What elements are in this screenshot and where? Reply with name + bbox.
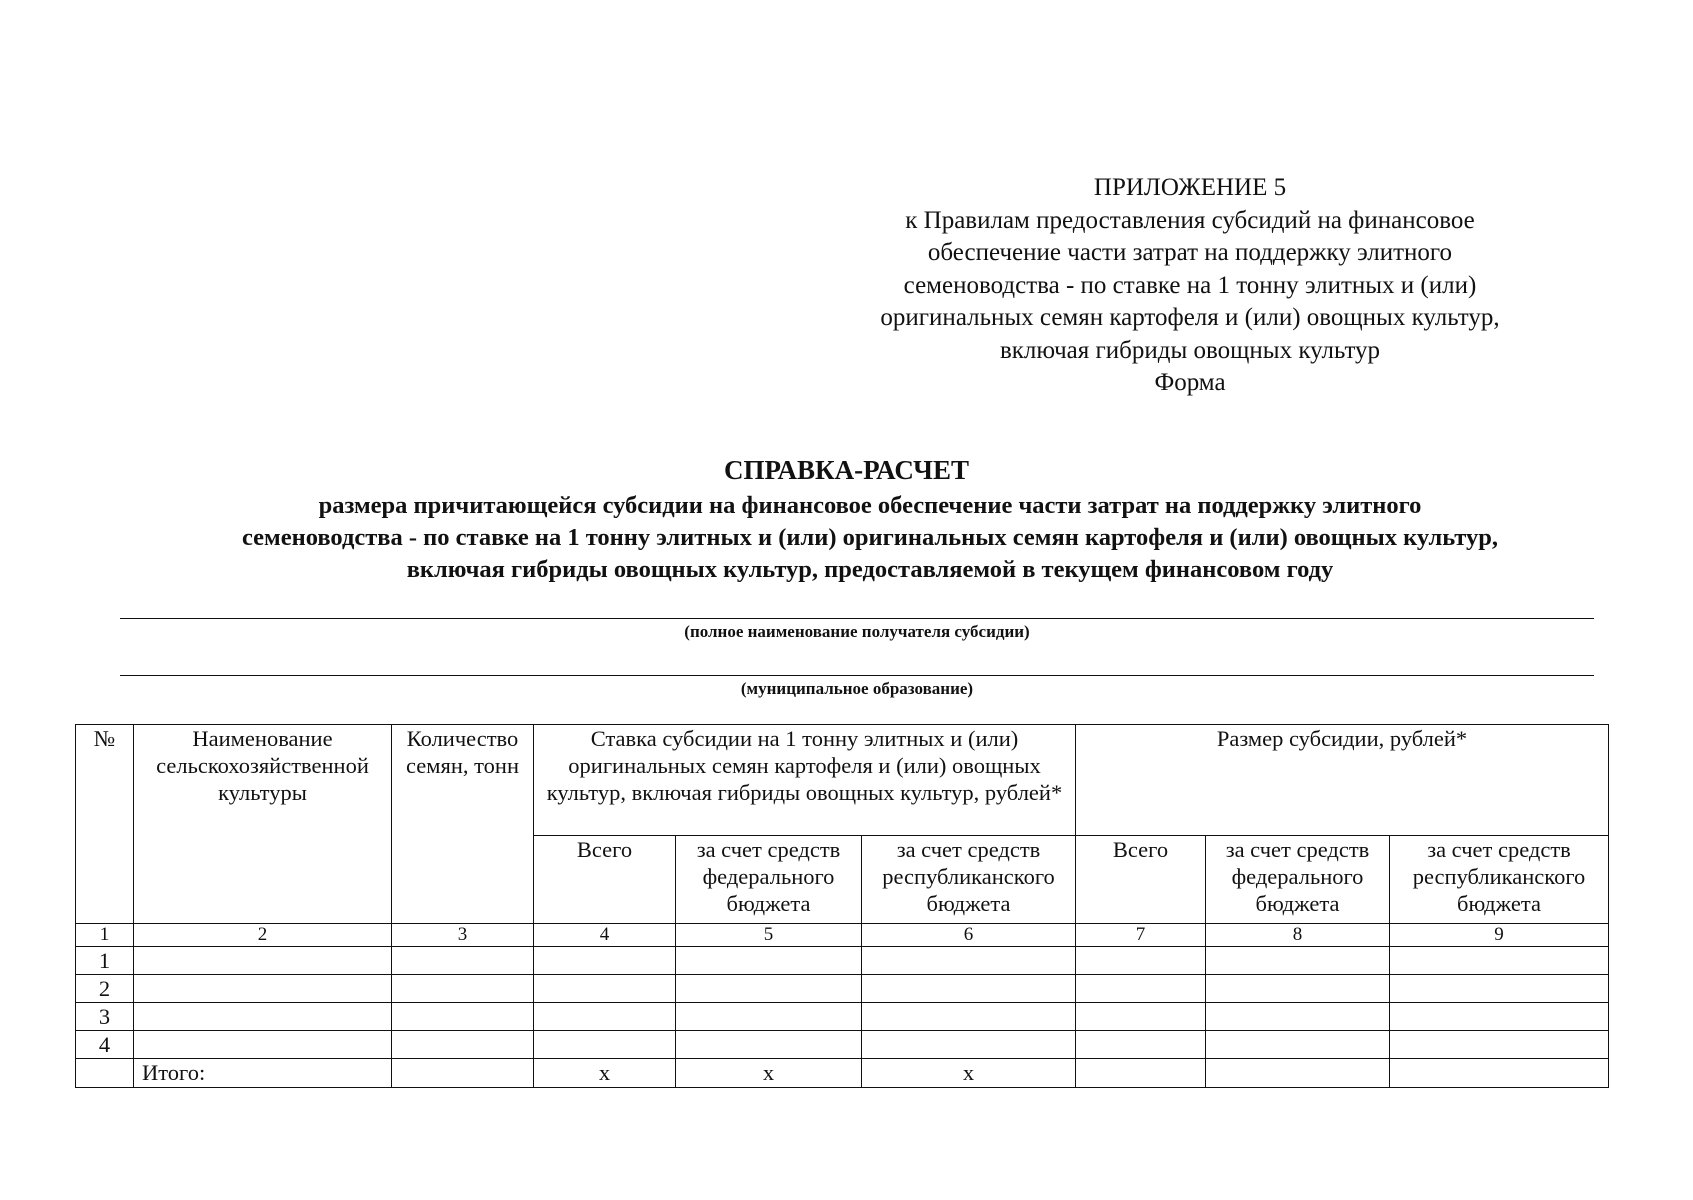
- rate-republic-cell[interactable]: [862, 947, 1076, 975]
- row-number: 3: [76, 1003, 134, 1031]
- rate-republic-cell[interactable]: [862, 975, 1076, 1003]
- amount-republic-cell[interactable]: [1390, 947, 1609, 975]
- appendix-line: обеспечение части затрат на поддержку элитного: [927, 239, 1453, 266]
- total-rate-mark: x: [534, 1059, 676, 1088]
- quantity-cell[interactable]: [392, 1031, 534, 1059]
- total-amount-republic-cell[interactable]: [1390, 1059, 1609, 1088]
- crop-cell[interactable]: [134, 947, 392, 975]
- crop-cell[interactable]: [134, 1031, 392, 1059]
- amount-federal-cell[interactable]: [1206, 975, 1390, 1003]
- table-row: [76, 1003, 1609, 1031]
- column-number: 6: [862, 924, 1076, 947]
- subtitle-line: семеноводства - по ставке на 1 тонну элитных и (или) оригинальных семян картофеля и (или) овощных культур,: [242, 524, 1498, 551]
- total-amount-federal-cell[interactable]: [1206, 1059, 1390, 1088]
- amount-total-cell[interactable]: [1076, 947, 1206, 975]
- header-rate-republic: за счет средств республиканского бюджета: [862, 836, 1076, 924]
- total-row: [76, 1059, 1609, 1088]
- total-amount-cell[interactable]: [1076, 1059, 1206, 1088]
- rate-federal-cell[interactable]: [676, 975, 862, 1003]
- header-amount-total: Всего: [1076, 836, 1206, 924]
- table-row: [76, 1031, 1609, 1059]
- rate-federal-cell[interactable]: [676, 947, 862, 975]
- document-title: СПРАВКА-РАСЧЕТ: [724, 455, 969, 485]
- appendix-line: включая гибриды овощных культур: [999, 336, 1381, 364]
- column-number: 1: [76, 924, 134, 947]
- column-number: 5: [676, 924, 862, 947]
- row-number: 2: [76, 975, 134, 1003]
- column-number: 7: [1076, 924, 1206, 947]
- subsidy-calculation-table: [75, 724, 1609, 1088]
- total-rate-mark: x: [862, 1059, 1076, 1088]
- total-rate-mark: x: [676, 1059, 862, 1088]
- rate-federal-cell[interactable]: [676, 1003, 862, 1031]
- header-seed-quantity: Количество семян, тонн: [392, 725, 534, 924]
- appendix-line: семеноводства - по ставке на 1 тонну элитных и (или): [903, 271, 1477, 299]
- appendix-heading: ПРИЛОЖЕНИЕ 5: [1093, 174, 1287, 201]
- rate-federal-cell[interactable]: [676, 1031, 862, 1059]
- header-rate-group: Ставка субсидии на 1 тонну элитных и (или) оригинальных семян картофеля и (или) овощных культур, включая гибриды овощных культур, рублей*: [534, 725, 1076, 836]
- amount-total-cell[interactable]: [1076, 1003, 1206, 1031]
- header-amount-republic: за счет средств республиканского бюджета: [1390, 836, 1609, 924]
- header-rate-federal: за счет средств федерального бюджета: [676, 836, 862, 924]
- rate-republic-cell[interactable]: [862, 1031, 1076, 1059]
- amount-republic-cell[interactable]: [1390, 975, 1609, 1003]
- table-row: [76, 975, 1609, 1003]
- amount-federal-cell[interactable]: [1206, 1003, 1390, 1031]
- column-number: 8: [1206, 924, 1390, 947]
- header-crop-name: Наименование сельскохозяйственной культуры: [134, 725, 392, 924]
- municipality-caption: (муниципальное образование): [740, 679, 974, 698]
- column-number: 3: [392, 924, 534, 947]
- column-number: 2: [134, 924, 392, 947]
- crop-cell[interactable]: [134, 1003, 392, 1031]
- column-number: 9: [1390, 924, 1609, 947]
- total-row-number: [76, 1059, 134, 1088]
- appendix-line: оригинальных семян картофеля и (или) овощных культур,: [880, 304, 1500, 331]
- header-number: №: [76, 725, 134, 924]
- municipality-fill-line[interactable]: [120, 675, 1594, 676]
- table-row: [76, 947, 1609, 975]
- rate-total-cell[interactable]: [534, 947, 676, 975]
- quantity-cell[interactable]: [392, 975, 534, 1003]
- appendix-line: к Правилам предоставления субсидий на финансовое: [905, 206, 1475, 234]
- recipient-caption: (полное наименование получателя субсидии): [684, 622, 1030, 641]
- amount-total-cell[interactable]: [1076, 975, 1206, 1003]
- rate-total-cell[interactable]: [534, 1003, 676, 1031]
- header-rate-total: Всего: [534, 836, 676, 924]
- rate-republic-cell[interactable]: [862, 1003, 1076, 1031]
- amount-federal-cell[interactable]: [1206, 947, 1390, 975]
- amount-republic-cell[interactable]: [1390, 1003, 1609, 1031]
- rate-total-cell[interactable]: [534, 1031, 676, 1059]
- total-label: Итого:: [134, 1059, 392, 1088]
- header-amount-group: Размер субсидии, рублей*: [1076, 725, 1609, 836]
- row-number: 4: [76, 1031, 134, 1059]
- subtitle-line: размера причитающейся субсидии на финансовое обеспечение части затрат на поддержку элитного: [318, 492, 1422, 519]
- form-label: Форма: [1154, 369, 1226, 396]
- header-amount-federal: за счет средств федерального бюджета: [1206, 836, 1390, 924]
- quantity-cell[interactable]: [392, 1003, 534, 1031]
- column-number: 4: [534, 924, 676, 947]
- rate-total-cell[interactable]: [534, 975, 676, 1003]
- amount-federal-cell[interactable]: [1206, 1031, 1390, 1059]
- quantity-cell[interactable]: [392, 947, 534, 975]
- total-quantity-cell[interactable]: [392, 1059, 534, 1088]
- amount-total-cell[interactable]: [1076, 1031, 1206, 1059]
- row-number: 1: [76, 947, 134, 975]
- recipient-fill-line[interactable]: [120, 618, 1594, 619]
- document-subtitle: [100, 490, 1640, 586]
- column-number-row: [76, 924, 1609, 947]
- amount-republic-cell[interactable]: [1390, 1031, 1609, 1059]
- crop-cell[interactable]: [134, 975, 392, 1003]
- appendix-block: [800, 172, 1580, 400]
- subtitle-line: включая гибриды овощных культур, предоставляемой в текущем финансовом году: [406, 556, 1334, 583]
